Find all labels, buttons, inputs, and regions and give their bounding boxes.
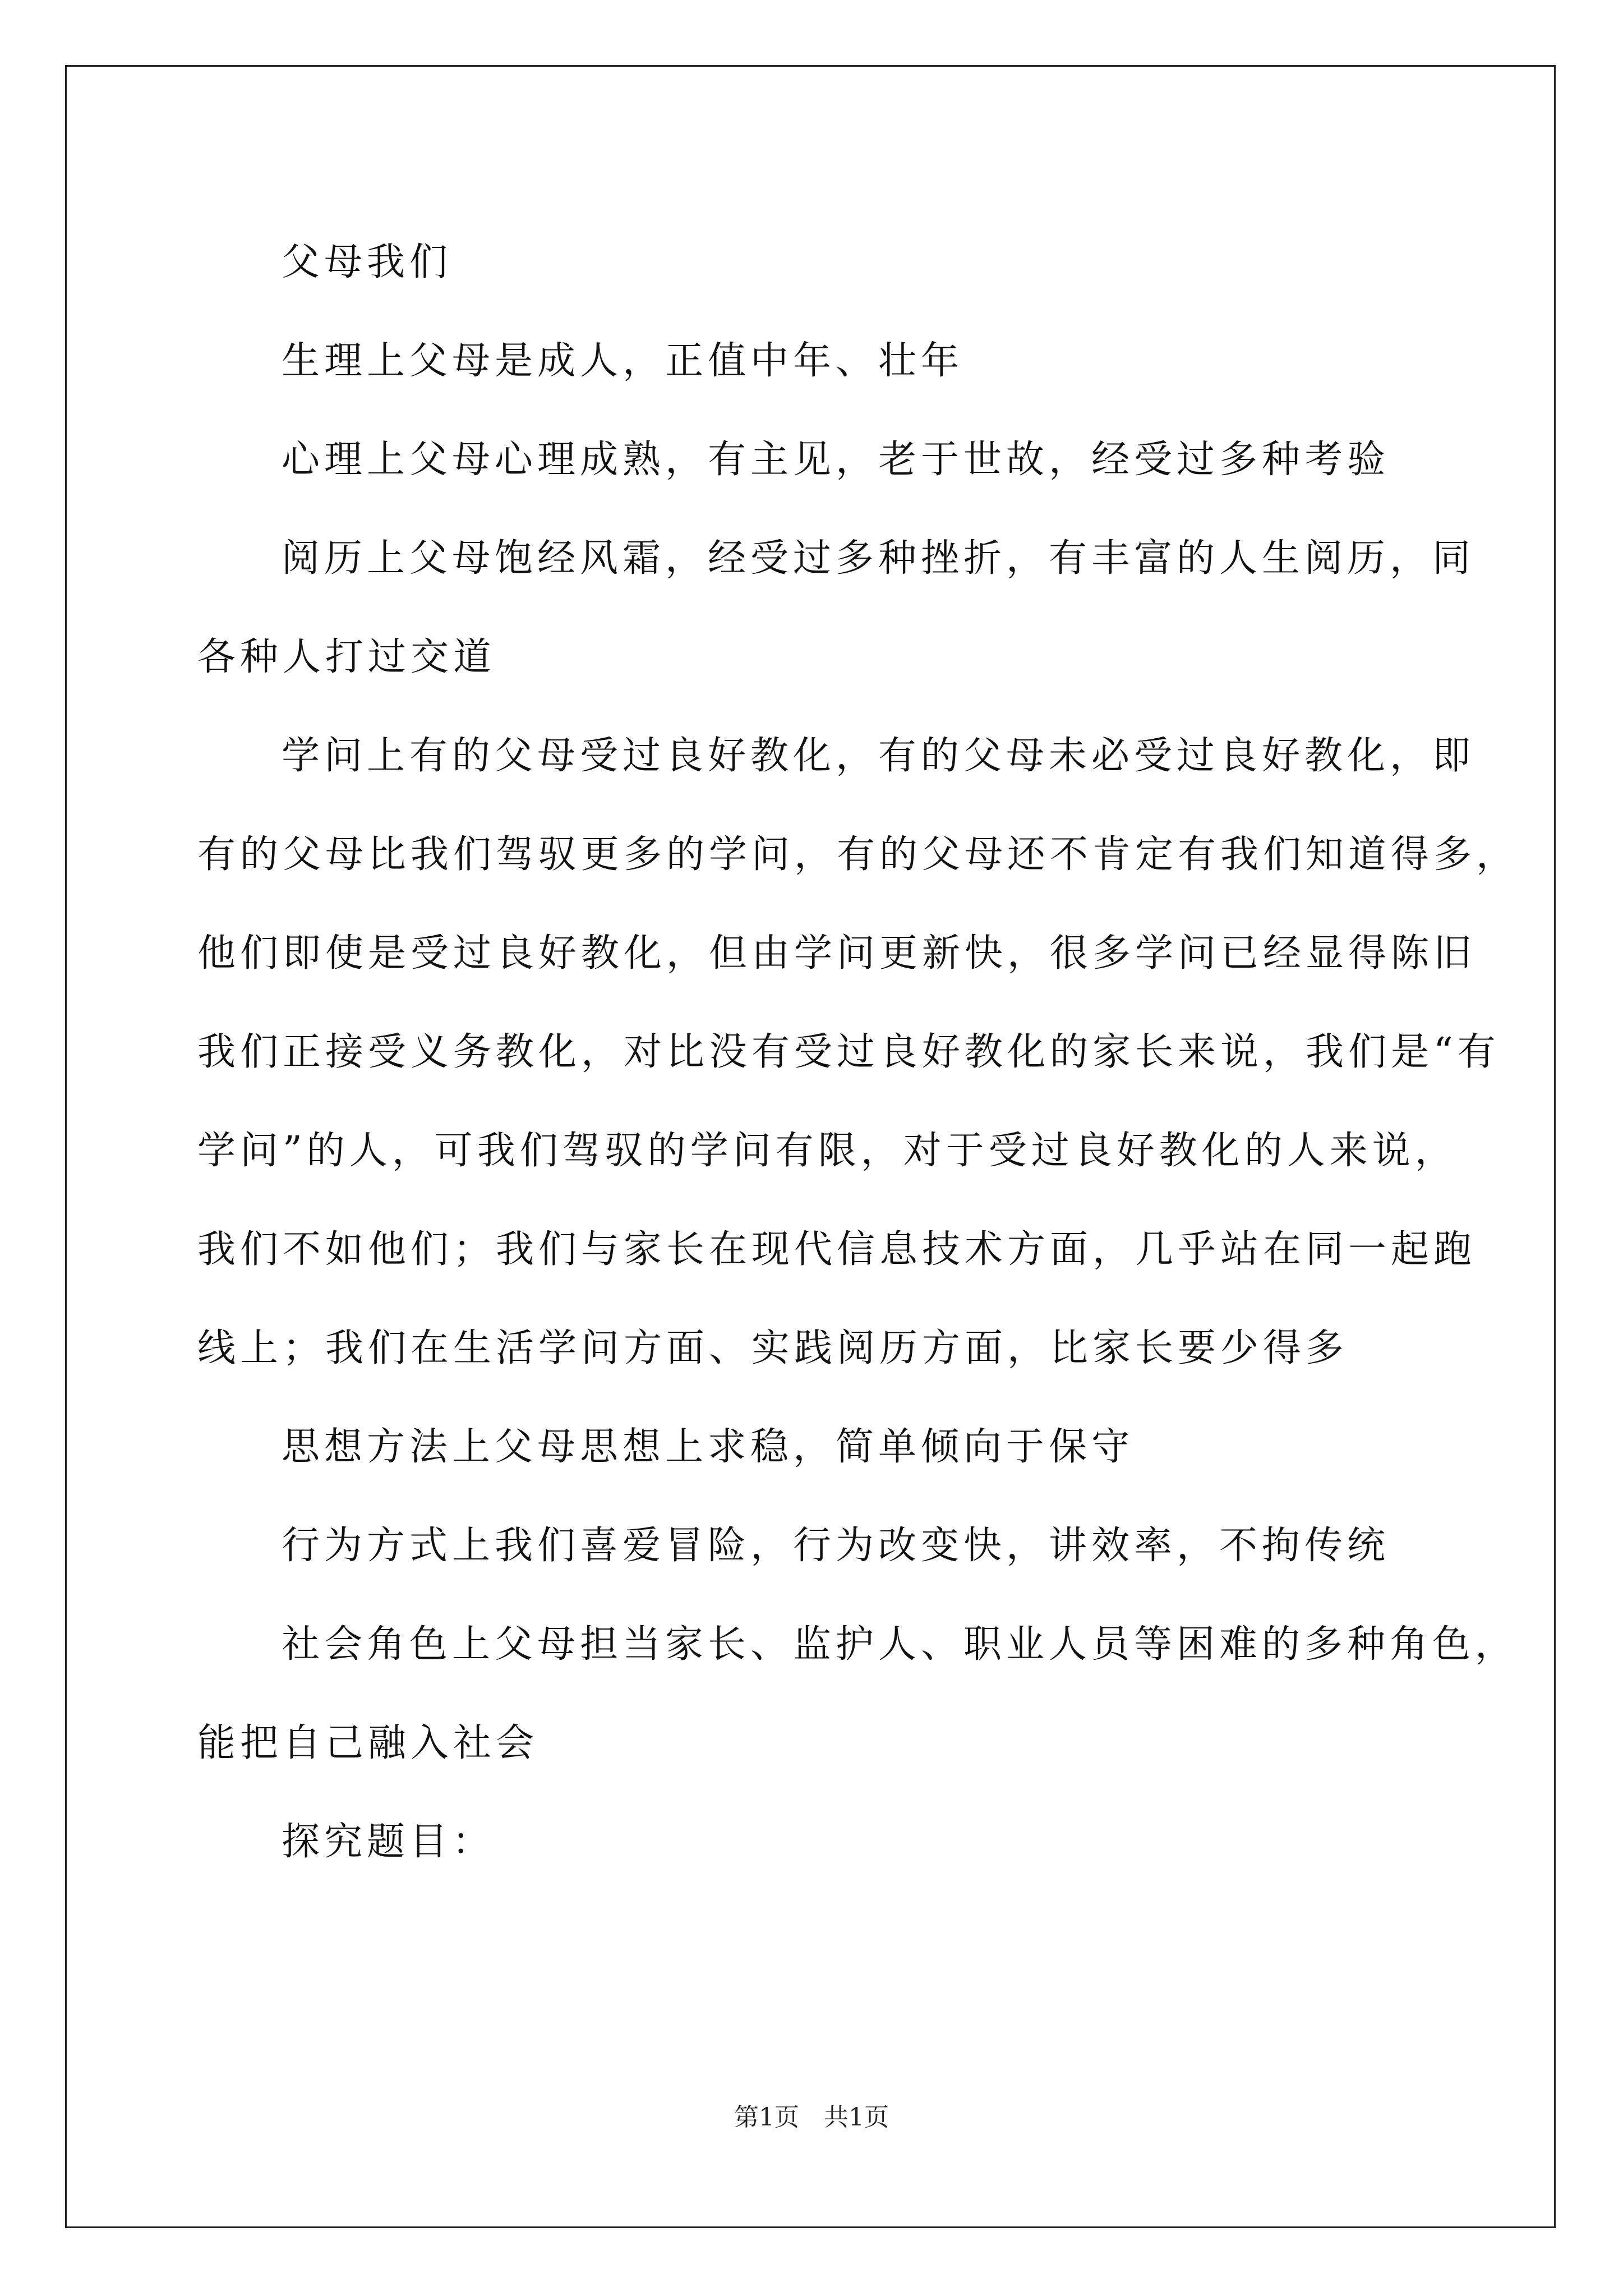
- paragraph-line: 各种人打过交道: [197, 635, 496, 679]
- paragraph-line: 学问”的人，可我们驾驭的学问有限，对于受过良好教化的人来说，: [197, 1129, 1458, 1173]
- page-footer: [0, 2097, 1623, 2133]
- paragraph-line: 线上；我们在生活学问方面、实践阅历方面，比家长要少得多: [197, 1326, 1349, 1370]
- paragraph-line: 探究题目：: [282, 1820, 495, 1864]
- document-body: [197, 213, 1519, 1892]
- paragraph-line: 思想方法上父母思想上求稳，简单倾向于保守: [282, 1425, 1135, 1469]
- paragraph-line: 阅历上父母饱经风霜，经受过多种挫折，有丰富的人生阅历，同: [282, 536, 1476, 581]
- paragraph-line: 生理上父母是成人，正值中年、壮年: [282, 339, 964, 383]
- paragraph-line: 行为方式上我们喜爱冒险，行为改变快，讲效率，不拘传统: [282, 1524, 1390, 1568]
- paragraph-line: 社会角色上父母担当家长、监护人、职业人员等困难的多种角色，: [282, 1622, 1518, 1667]
- paragraph-line: 有的父母比我们驾驭更多的学问，有的父母还不肯定有我们知道得多，: [197, 832, 1519, 877]
- page-number: 第1页 共1页: [734, 2103, 889, 2132]
- paragraph-line: 父母我们: [282, 240, 453, 284]
- paragraph-line: 我们不如他们；我们与家长在现代信息技术方面，几乎站在同一起跑: [197, 1227, 1477, 1272]
- paragraph-line: 学问上有的父母受过良好教化，有的父母未必受过良好教化，即: [282, 734, 1476, 778]
- paragraph-line: 心理上父母心理成熟，有主见，老于世故，经受过多种考验: [282, 438, 1390, 482]
- paragraph-line: 他们即使是受过良好教化，但由学问更新快，很多学问已经显得陈旧: [197, 931, 1477, 976]
- paragraph-line: 能把自己融入社会: [197, 1721, 539, 1765]
- paragraph-line: 我们正接受义务教化，对比没有受过良好教化的家长来说，我们是“有: [197, 1030, 1500, 1074]
